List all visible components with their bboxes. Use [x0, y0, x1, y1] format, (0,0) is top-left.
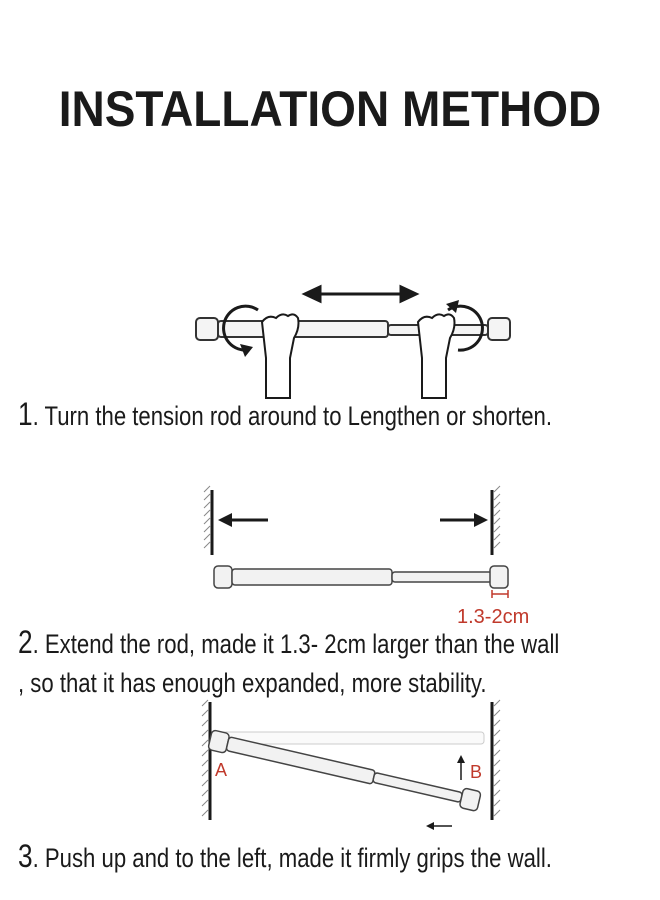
- step-2-number: 2: [18, 624, 33, 660]
- diagram-push-rod: [202, 700, 500, 830]
- step-3-text: [18, 838, 552, 875]
- page-title: INSTALLATION METHOD: [58, 81, 602, 137]
- point-b-label: B: [470, 762, 483, 782]
- step-3-number: 3: [18, 838, 33, 874]
- step-2-continued-instruction: , so that it has enough expanded, more stability.: [18, 668, 487, 698]
- measurement-label: 1.3-2cm: [457, 606, 530, 628]
- step-2-continued-text: [18, 668, 487, 699]
- diagram-extend-rod: [204, 486, 508, 598]
- step-3-instruction: . Push up and to the left, made it firmly grips the wall.: [32, 843, 552, 873]
- step-1-number: 1: [18, 396, 33, 432]
- step-2-instruction: . Extend the rod, made it 1.3- 2cm larger than the wall: [32, 629, 560, 659]
- point-a-label: A: [215, 760, 228, 780]
- step-2-text: [18, 624, 559, 661]
- step-1-instruction: . Turn the tension rod around to Lengthen or shorten.: [32, 401, 553, 431]
- step-1-text: [18, 396, 552, 433]
